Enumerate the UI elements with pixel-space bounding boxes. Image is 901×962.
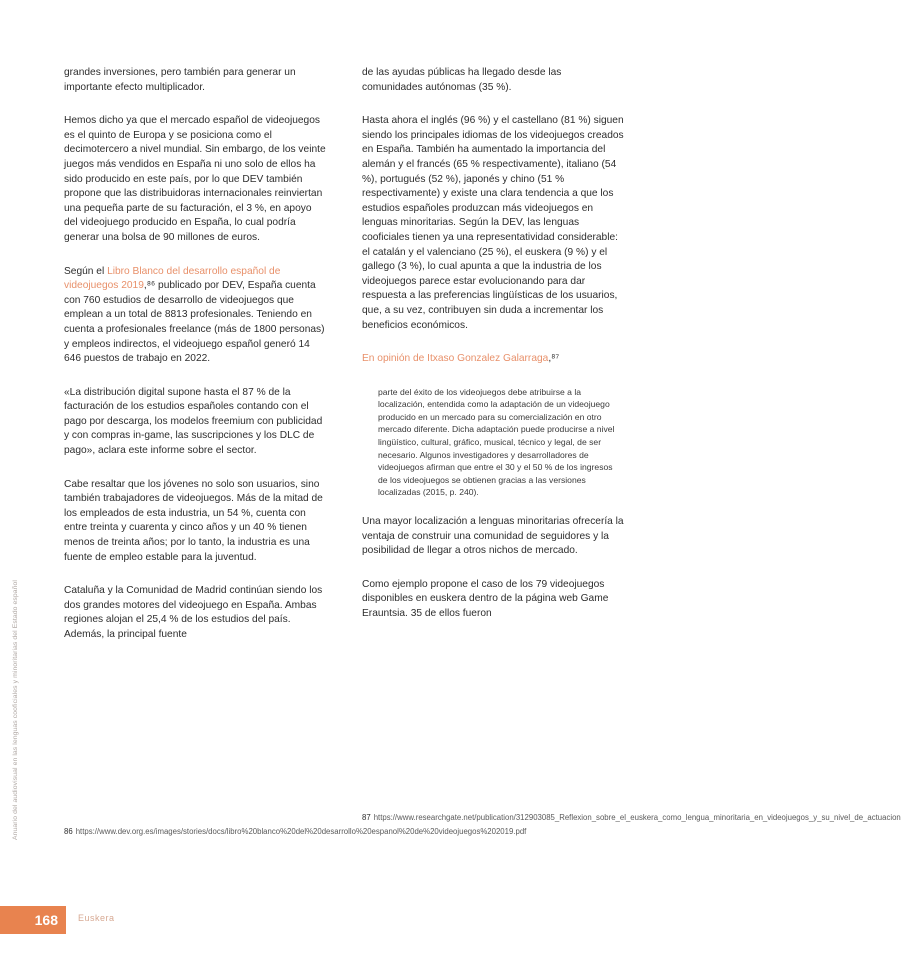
footnote-87 bbox=[362, 812, 901, 823]
paragraph-text: ,⁸⁶ publicado por DEV, España cuenta con 760 estudios de desarrollo de videojuegos que emplean a un total de 8813 profesionales. Teniendo en cuenta a profesionales freelance (más de 1800 personas) y empleos indirectos, el videojuego español generó 14 646 puestos de trabajo en 2022. bbox=[64, 280, 325, 365]
paragraph: Hasta ahora el inglés (96 %) y el castellano (81 %) siguen siendo los principales idiomas de los videojuegos creados en España. También ha aumentado la importancia del alemán y el francés (65 % respectivamente), italiano (54 %), portugués (52 %), japonés y chino (51 % respectivamente) y existe una clara tendencia a que los estudios españoles produzcan más videojuegos en lenguas minoritarias. Según la DEV, las lenguas cooficiales tienen ya una representatividad considerable: el catalán y el valenciano (25 %), el euskera (9 %) y el gallego (3 %), lo cual apunta a que la industria de los videojuegos parece estar evolucionando para dar respuesta a las preferencias lingüísticas de los usuarios, que, a su vez, contribuyen sin duda a incrementar los beneficios económicos. bbox=[362, 115, 624, 331]
paragraph: Una mayor localización a lenguas minoritarias ofrecería la ventaja de construir una comunidad de seguidores y la posibilidad de llegar a otros nichos de mercado. bbox=[362, 516, 624, 557]
paragraph-text: ,⁸⁷ bbox=[548, 353, 560, 365]
paragraph: «La distribución digital supone hasta el 87 % de la facturación de los estudios españoles contando con el pago por descarga, los modelos freemium con publicidad y con compras in-game, las suscripciones y los DLC de pago», aclara este informe sobre el sector. bbox=[64, 386, 323, 457]
running-side-title: Anuario del audiovisual en las lenguas cooficiales y minoritarias del Estado español bbox=[12, 579, 19, 840]
right-column bbox=[362, 66, 624, 641]
author-link[interactable]: En opinión de Itxaso Gonzalez Galarraga bbox=[362, 353, 549, 365]
left-column bbox=[64, 66, 326, 662]
footnote-marker: 86 bbox=[64, 827, 73, 836]
paragraph-text: Según el bbox=[64, 265, 108, 277]
paragraph: de las ayudas públicas ha llegado desde las comunidades autónomas (35 %). bbox=[362, 67, 562, 93]
footnote-marker: 87 bbox=[362, 813, 371, 822]
libro-blanco-link[interactable]: Libro Blanco del desarrollo español de videojuegos 2019 bbox=[64, 265, 281, 292]
section-label: Euskera bbox=[78, 913, 115, 923]
paragraph-with-link bbox=[64, 265, 326, 367]
paragraph: grandes inversiones, pero también para generar un importante efecto multiplicador. bbox=[64, 67, 296, 93]
footnote-link[interactable]: https://www.dev.org.es/images/stories/docs/libro%20blanco%20del%20desarrollo%20espanol%20de%20videojuegos%202019.pdf bbox=[75, 827, 527, 836]
paragraph-with-link bbox=[362, 352, 624, 367]
footnote-86 bbox=[64, 826, 527, 837]
paragraph: Cabe resaltar que los jóvenes no solo son usuarios, sino también trabajadores de videojuegos. Más de la mitad de los empleados de esta industria, un 54 %, cuenta con entre treinta y cuarenta y cinco años y un 40 % tienen menos de treinta años; por lo tanto, la industria es una fuente de empleo estable para la juventud. bbox=[64, 478, 323, 563]
paragraph: Hemos dicho ya que el mercado español de videojuegos es el quinto de Europa y se posiciona como el decimotercero a nivel mundial. Sin embargo, de los veinte juegos más vendidos en España ni uno solo de ellos ha sido producido en este país, por lo que DEV también propone que las distribuidoras internacionales reinviertan una pequeña parte de su facturación, el 3 %, en apoyo del videojuego producido en España, lo cual podría generar una bolsa de 90 millones de euros. bbox=[64, 115, 326, 243]
paragraph: Cataluña y la Comunidad de Madrid continúan siendo los dos grandes motores del videojuego en España. Ambas regiones alojan el 25,4 % de los estudios del país. Además, la principal fuente bbox=[64, 585, 323, 640]
footnote-link[interactable]: https://www.researchgate.net/publication/312903085_Reflexion_sobre_el_euskera_como_lengua_minoritaria_en_videojuegos_y_su_nivel_de_actuacion bbox=[373, 813, 901, 822]
page-number: 168 bbox=[0, 906, 66, 934]
paragraph: Como ejemplo propone el caso de los 79 videojuegos disponibles en euskera dentro de la página web Game Erauntsia. 35 de ellos fueron bbox=[362, 578, 609, 619]
block-quote: parte del éxito de los videojuegos debe atribuirse a la localización, entendida como la adaptación de un videojuego producido en un mercado para su comercialización en otro mercado diferente. Dicha adaptación puede producirse a nivel lingüístico, cultural, gráfico, musical, técnico y legal, de ser necesario. Algunos investigadores y desarrolladores de videojuegos afirman que entre el 30 y el 50 % de los ingresos de los videojuegos se obtienen gracias a las versiones localizadas (2015, p. 240). bbox=[378, 386, 615, 498]
